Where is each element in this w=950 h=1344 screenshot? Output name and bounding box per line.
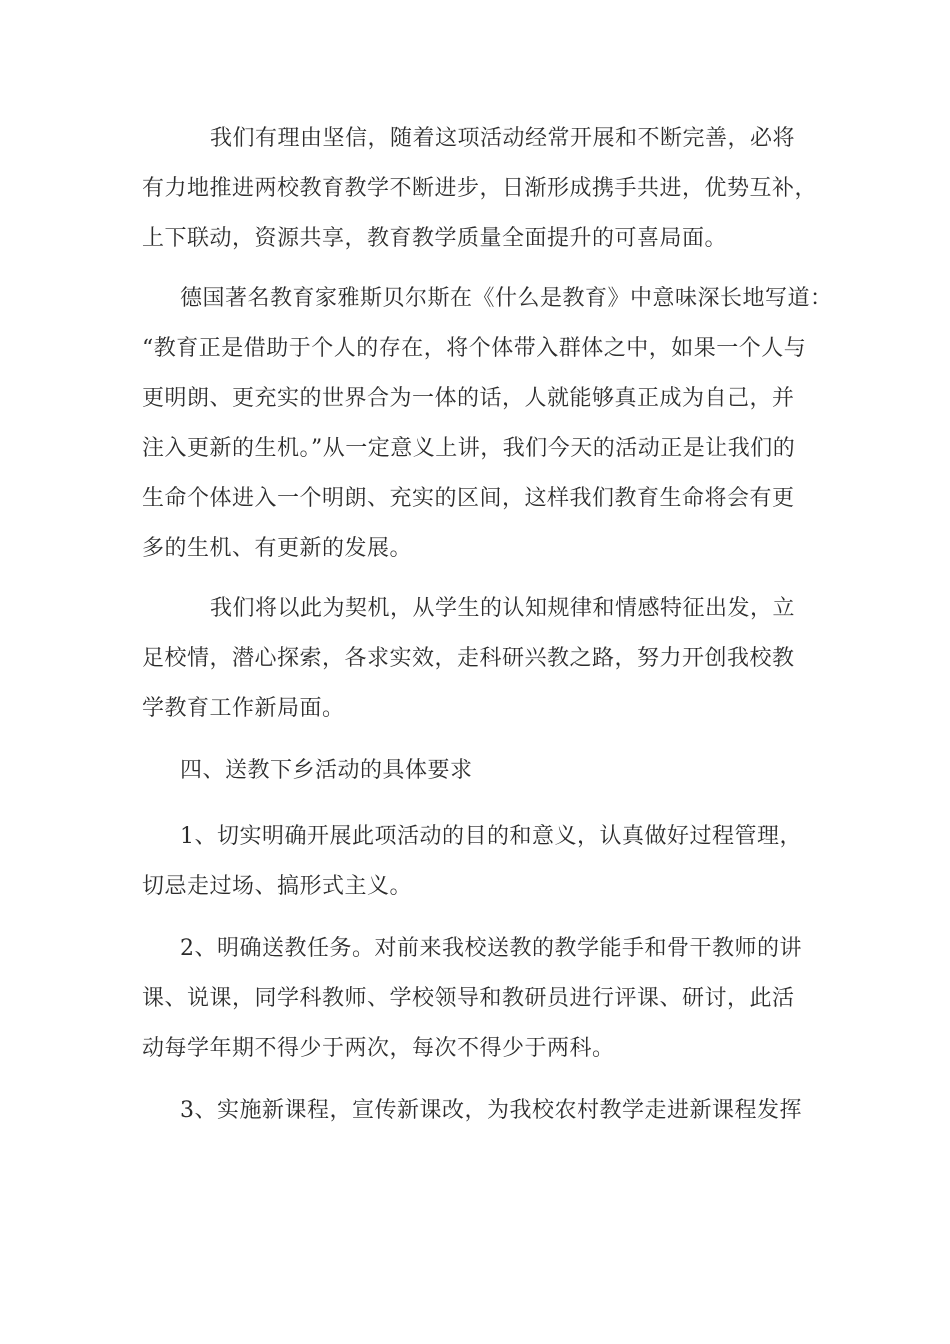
paragraph-1-line-2: 有力地推进两校教育教学不断进步，日渐形成携手共进，优势互补，	[142, 176, 818, 201]
item-2-line-2: 课、说课，同学科教师、学校领导和教研员进行评课、研讨，此活	[142, 986, 795, 1011]
section-heading: 四、送教下乡活动的具体要求	[180, 758, 473, 783]
paragraph-2-line-4: 注入更新的生机。”从一定意义上讲，我们今天的活动正是让我们的	[142, 436, 796, 461]
paragraph-1-line-1: 我们有理由坚信，随着这项活动经常开展和不断完善，必将	[210, 126, 796, 151]
item-1-line-2: 切忌走过场、搞形式主义。	[142, 874, 413, 899]
paragraph-2-line-1: 德国著名教育家雅斯贝尔斯在《什么是教育》中意味深长地写道：	[180, 286, 833, 311]
paragraph-3-line-3: 学教育工作新局面。	[142, 696, 345, 721]
paragraph-2-line-2: “教育正是借助于个人的存在，将个体带入群体之中，如果一个人与	[142, 336, 807, 361]
paragraph-3-line-2: 足校情，潜心探索，各求实效，走科研兴教之路，努力开创我校教	[142, 646, 795, 671]
paragraph-2-line-6: 多的生机、有更新的发展。	[142, 536, 413, 561]
item-2-line-1: 2、明确送教任务。对前来我校送教的教学能手和骨干教师的讲	[180, 936, 802, 961]
paragraph-1-line-3: 上下联动，资源共享，教育教学质量全面提升的可喜局面。	[142, 226, 728, 251]
item-1-line-1: 1、切实明确开展此项活动的目的和意义，认真做好过程管理，	[180, 824, 802, 849]
item-2-line-3: 动每学年期不得少于两次，每次不得少于两科。	[142, 1036, 615, 1061]
item-3-line-1: 3、实施新课程，宣传新课改，为我校农村教学走进新课程发挥	[180, 1098, 802, 1123]
paragraph-2-line-5: 生命个体进入一个明朗、充实的区间，这样我们教育生命将会有更	[142, 486, 795, 511]
paragraph-3-line-1: 我们将以此为契机，从学生的认知规律和情感特征出发，立	[210, 596, 796, 621]
paragraph-2-line-3: 更明朗、更充实的世界合为一体的话，人就能够真正成为自己，并	[142, 386, 795, 411]
